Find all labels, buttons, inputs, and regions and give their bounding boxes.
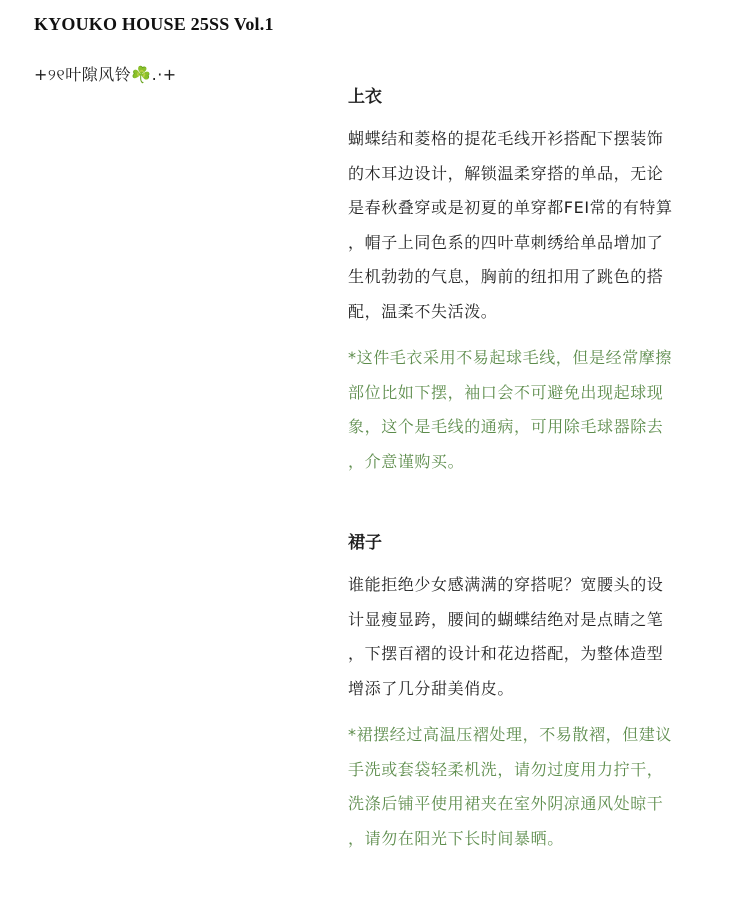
description-line: 谁能拒绝少女感满满的穿搭呢？宽腰头的设 [348, 575, 664, 594]
section-skirt-care-note [348, 718, 720, 856]
description-line: ，下摆百褶的设计和花边搭配，为整体造型 [348, 644, 664, 663]
note-line: 象，这个是毛线的通病，可用除毛球器除去 [348, 417, 664, 436]
note-line: 手洗或套袋轻柔机洗，请勿过度用力拧干， [348, 759, 664, 779]
brand-title: KYOUKO HOUSE 25SS Vol.1 [34, 14, 274, 34]
description-line: 增添了几分甜美俏皮。 [348, 678, 515, 698]
description-line: ，帽子上同色系的四叶草刺绣给单品增加了 [348, 232, 664, 252]
description-line: 蝴蝶结和菱格的提花毛线开衫搭配下摆装饰 [348, 129, 664, 148]
note-line: ，介意谨购买。 [348, 451, 465, 471]
description-line: 的木耳边设计，解锁温柔穿搭的单品，无论 [348, 163, 664, 183]
section-top-description [348, 122, 720, 329]
note-line: *这件毛衣采用不易起球毛线，但是经常摩擦 [348, 348, 673, 367]
section-skirt [348, 530, 720, 856]
note-line: ，请勿在阳光下长时间暴晒。 [348, 828, 564, 848]
note-line: *裙摆经过高温压褶处理，不易散褶，但建议 [348, 725, 673, 744]
tagline: +୨୧叶隙风铃☘️.·+ [34, 65, 177, 84]
section-title-skirt: 裙子 [348, 533, 382, 553]
note-line: 洗涤后铺平使用裙夹在室外阴凉通风处晾干 [348, 794, 664, 813]
note-line: 部位比如下摆，袖口会不可避免出现起球现 [348, 382, 664, 402]
section-title-top: 上衣 [348, 87, 382, 107]
description-line: 计显瘦显跨，腰间的蝴蝶结绝对是点睛之笔 [348, 609, 664, 629]
description-line: 生机勃勃的气息，胸前的纽扣用了跳色的搭 [348, 267, 664, 286]
description-line: 是春秋叠穿或是初夏的单穿都FEI常的有特算 [348, 198, 673, 217]
section-top-care-note [348, 341, 720, 479]
description-line: 配，温柔不失活泼。 [348, 301, 498, 321]
section-skirt-description [348, 568, 720, 706]
section-top [348, 84, 720, 479]
